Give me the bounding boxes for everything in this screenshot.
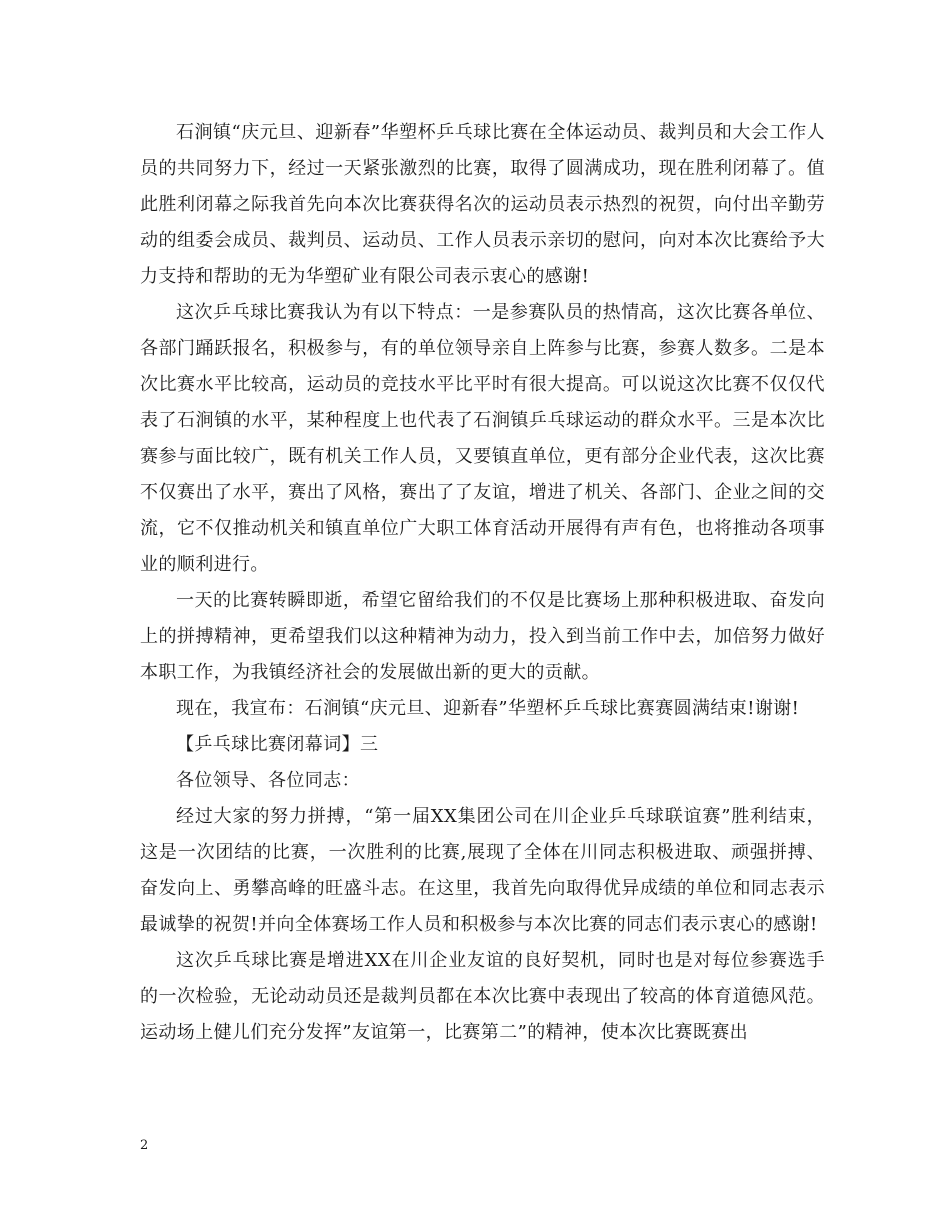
paragraph-declaration: 现在，我宣布：石涧镇“庆元旦、迎新春”华塑杯乒乓球比赛赛圆满结束!谢谢! <box>176 698 800 719</box>
salutation: 各位领导、各位同志： <box>176 770 360 791</box>
section-heading: 【乒乓球比赛闭幕词】三 <box>176 734 379 755</box>
page-number: 2 <box>140 1138 149 1153</box>
paragraph-friendship: 这次乒乓球比赛是增进XX在川企业友谊的良好契机，同时也是对每位参赛选手的一次检验，无论动动员还是裁判员都在本次比赛中表现出了较高的体育道德风范。运动场上健儿们充分发挥”友谊第一，比赛第二”的精神，使本次比赛既赛出 <box>140 950 825 1043</box>
paragraph-competition-features: 这次乒乓球比赛我认为有以下特点：一是参赛队员的热情高，这次比赛各单位、各部门踊跃报名，积极参与，有的单位领导亲自上阵参与比赛，参赛人数多。二是本次比赛水平比较高，运动员的竞技水平比平时有很大提高。可以说这次比赛不仅仅代表了石涧镇的水平，某种程度上也代表了石涧镇乒乓球运动的群众水平。三是本次比赛参与面比较广，既有机关工作人员，又要镇直单位，更有部分企业代表，这次比赛不仅赛出了水平，赛出了风格，赛出了了友谊，增进了机关、各部门、企业之间的交流，它不仅推动机关和镇直单位广大职工体育活动开展得有声有色，也将推动各项事业的顺利进行。 <box>140 302 825 575</box>
paragraph-opening-remarks: 石涧镇“庆元旦、迎新春”华塑杯乒乓球比赛在全体运动员、裁判员和大会工作人员的共同努力下，经过一天紧张激烈的比赛，取得了圆满成功，现在胜利闭幕了。值此胜利闭幕之际我首先向本次比赛获得名次的运动员表示热烈的祝贺，向付出辛勤劳动的组委会成员、裁判员、运动员、工作人员表示亲切的慰问，向对本次比赛给予大力支持和帮助的无为华塑矿业有限公司表示衷心的感谢! <box>140 122 825 287</box>
paragraph-congratulations: 经过大家的努力拼搏，“第一届XX集团公司在川企业乒乓球联谊赛”胜利结束，这是一次团结的比赛，一次胜利的比赛,展现了全体在川同志积极进取、顽强拼搏、奋发向上、勇攀高峰的旺盛斗志。在这里，我首先向取得优异成绩的单位和同志表示最诚挚的祝贺!并向全体赛场工作人员和积极参与本次比赛的同志们表示衷心的感谢! <box>140 806 825 935</box>
document-body <box>140 115 825 1051</box>
paragraph-closing-hopes: 一天的比赛转瞬即逝，希望它留给我们的不仅是比赛场上那种积极进取、奋发向上的拼搏精神，更希望我们以这种精神为动力，投入到当前工作中去，加倍努力做好本职工作，为我镇经济社会的发展做出新的更大的贡献。 <box>140 590 825 683</box>
